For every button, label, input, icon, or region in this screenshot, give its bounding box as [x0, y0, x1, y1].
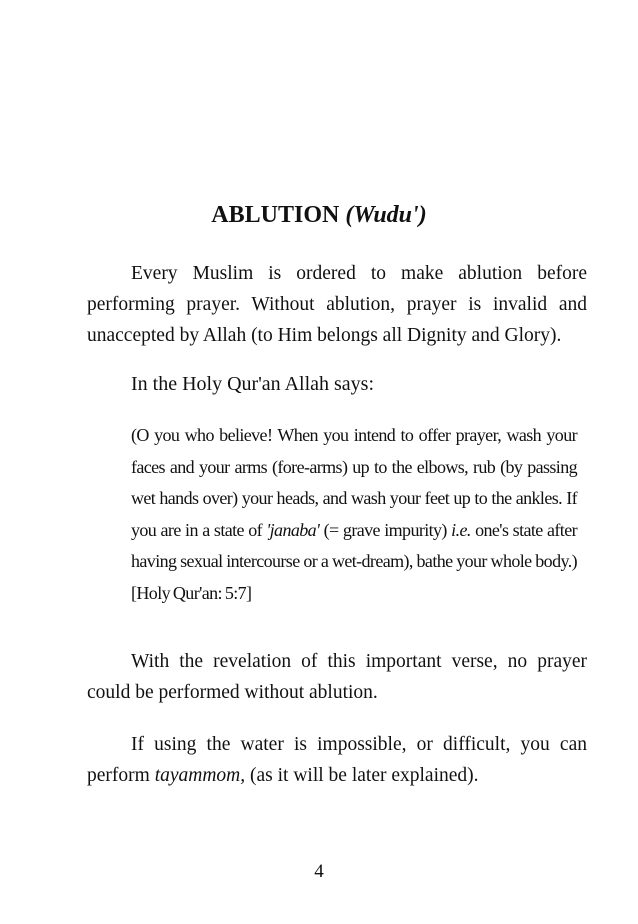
heading-subtitle: (Wudu'): [345, 202, 427, 228]
quote-text: (O you who believe! When you intend to offer prayer, wash your faces and your arms (fore-arms) up to the elbows, rub (by passing wet hands over) your heads, and wash your feet up to the ankles. If you are in a state of: [131, 425, 577, 540]
paragraph-text: If using the water is impossible, or difficult, you can perform: [87, 734, 587, 786]
paragraph-ablution-intro: [87, 258, 587, 351]
quote-term-janaba: 'janaba': [266, 519, 320, 540]
quote-text: one's state after having sexual intercourse or a wet-dream), bathe your whole body.) [Holy Qur'an: 5:7]: [131, 519, 577, 603]
quote-abbrev-ie: i.e.: [451, 519, 471, 540]
paragraph-text: With the revelation of this important verse, no prayer could be performed without ablution.: [87, 651, 587, 703]
paragraph-quran-intro: [87, 369, 587, 400]
quote-text: (= grave impurity): [319, 519, 452, 540]
term-tayammom: tayammom,: [154, 765, 246, 786]
paragraph-text: In the Holy Qur'an Allah says:: [131, 373, 375, 395]
section-heading: [0, 201, 638, 229]
page-number: 4: [314, 861, 324, 882]
paragraph-revelation: [87, 646, 587, 708]
paragraph-text: (as it will be later explained).: [245, 765, 479, 786]
heading-title: ABLUTION: [211, 202, 340, 228]
paragraph-text: Every Muslim is ordered to make ablution before performing prayer. Without ablution, prayer is invalid and unaccepted by Allah (to Him belongs all Dignity and Glory).: [87, 263, 587, 346]
quran-verse-quote: [131, 420, 577, 609]
paragraph-tayammom: [87, 729, 587, 791]
